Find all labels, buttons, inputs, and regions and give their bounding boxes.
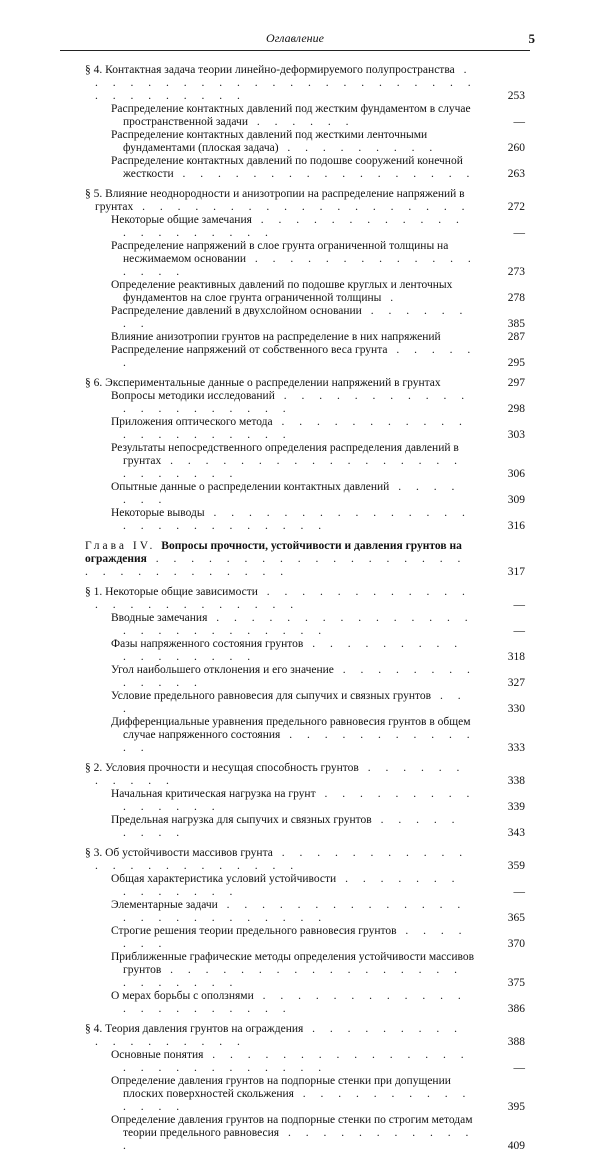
toc-entry-text: [111, 951, 477, 990]
toc-subsection[interactable]: [85, 279, 525, 305]
leader-dots: . . . . . . . . . . . . . . . . .: [123, 638, 464, 663]
toc-entry-text: [111, 481, 477, 507]
toc-entry-text: [111, 716, 477, 755]
toc-page-number: 263: [507, 168, 525, 180]
entry-title: Распределение контактных давлений под жесткими ленточными фундаментами (плоская задача): [111, 129, 428, 154]
toc-entry-text: [111, 612, 477, 638]
toc-subsection[interactable]: [85, 788, 525, 814]
toc-entry-text: [111, 507, 477, 533]
toc-subsection[interactable]: [85, 481, 525, 507]
toc-entry-text: [111, 442, 477, 481]
toc-page-number: 339: [507, 801, 525, 813]
toc-subsection[interactable]: [85, 814, 525, 840]
toc-entry-text: [111, 390, 477, 416]
toc-entry-text: [85, 586, 477, 612]
toc-page-number: 297: [507, 377, 525, 389]
toc-page-number: 343: [507, 827, 525, 839]
toc-entry-text: [111, 240, 477, 279]
section-spacer: [85, 533, 525, 540]
section-spacer: [85, 1016, 525, 1023]
leader-dots: . . . . . . . . . . . . . . . . . . . . . . . .: [123, 455, 463, 480]
toc-subsection[interactable]: [85, 416, 525, 442]
leader-dots: . . . . . . . .: [123, 305, 469, 330]
toc-entry-text: [85, 377, 477, 390]
toc-page-number: 260: [507, 142, 525, 154]
toc-subsection[interactable]: [85, 899, 525, 925]
toc-subsection[interactable]: [85, 442, 525, 481]
entry-title: § 4. Теория давления грунтов на ограждения: [85, 1023, 304, 1035]
toc-subsection[interactable]: [85, 390, 525, 416]
toc-page-number: 333: [507, 742, 525, 754]
leader-dots: . . . . . . . . . . . . . .: [123, 1088, 472, 1113]
toc-entry-text: [85, 1023, 477, 1049]
section-spacer: [85, 755, 525, 762]
toc-page-number: 318: [507, 651, 525, 663]
entry-title: § 2. Условия прочности и несущая способность грунтов: [85, 762, 359, 774]
header-page-number: 5: [528, 31, 535, 46]
toc-subsection[interactable]: [85, 1114, 525, 1153]
toc-page-number: 273: [507, 266, 525, 278]
leader-dots: . . . . . . . . . . . . . . . . . . . . .: [123, 214, 465, 239]
leader-dots: . . . . . . . . .: [123, 814, 461, 839]
entry-title: Основные понятия: [111, 1049, 204, 1061]
toc-entry-text: [111, 1075, 477, 1114]
toc-subsection[interactable]: [85, 103, 525, 129]
entry-title: Вводные замечания: [111, 612, 208, 624]
section-spacer: [85, 370, 525, 377]
entry-title: Строгие решения теории предельного равновесия грунтов: [111, 925, 397, 937]
toc-page-number: —: [513, 116, 525, 128]
entry-title: § 3. Об устойчивости массивов грунта: [85, 847, 273, 859]
toc-entry-text: [111, 416, 477, 442]
toc-entry-text: [111, 925, 477, 951]
entry-title: Определение давления грунтов на подпорные стенки по строгим методам теории предельного равновесия: [111, 1114, 473, 1139]
entry-title: Результаты непосредственного определения распределения давлений в грунтах: [111, 442, 459, 467]
leader-dots: . . . . . . . . . . . . . . . . . . . . . . . .: [95, 586, 471, 611]
entry-title: Некоторые общие замечания: [111, 214, 252, 226]
toc-subsection[interactable]: [85, 1075, 525, 1114]
toc-entry-text: [111, 305, 477, 331]
toc-entry-text: [111, 873, 477, 899]
leader-dots: . . . . . . . . . . . . . . .: [123, 788, 476, 813]
leader-dots: . . . . . . . . . . . . .: [123, 729, 476, 754]
leader-dots: . . . . . . . . . . . . . . . . . . . . . . . . . . .: [123, 507, 471, 532]
leader-dots: .: [381, 292, 400, 304]
toc-page-number: 306: [507, 468, 525, 480]
toc-section[interactable]: [85, 847, 525, 873]
leader-dots: . . . . . . . . .: [278, 142, 439, 154]
chapter-label: Глава IV.: [85, 540, 162, 552]
toc-page-number: 317: [507, 566, 525, 578]
leader-dots: . . . . . . . . . . . . . .: [123, 873, 461, 898]
toc-subsection[interactable]: [85, 155, 525, 181]
entry-title: Приближенные графические методы определения устойчивости массивов грунтов: [111, 951, 475, 976]
toc-subsection[interactable]: [85, 612, 525, 638]
leader-dots: . . . . . . . . . . . . . . . . . . . . .: [123, 390, 471, 415]
entry-title: Общая характеристика условий устойчивости: [111, 873, 337, 885]
leader-dots: . . . . . . . . . . . . . . . . . . . . . . . . . . .: [123, 1049, 470, 1074]
toc-entry-text: [111, 1114, 477, 1153]
toc-page-number: 375: [507, 977, 525, 989]
leader-dots: . . . . . . . . . . . . . . . . . . . . . . . .: [123, 964, 464, 989]
entry-title: Условие предельного равновесия для сыпучих и связных грунтов: [111, 690, 432, 702]
toc-page-number: 370: [507, 938, 525, 950]
entry-title: Угол наибольшего отклонения и его значение: [111, 664, 334, 676]
toc-page-number: 385: [507, 318, 525, 330]
toc-subsection[interactable]: [85, 344, 525, 370]
toc-section[interactable]: [85, 586, 525, 612]
toc-entry-text: [111, 155, 477, 181]
entry-title: Распределение давлений в двухслойном основании: [111, 305, 362, 317]
toc-entry-text: [85, 540, 477, 579]
toc-page-number: —: [513, 1062, 525, 1074]
toc-page-number: 316: [507, 520, 525, 532]
toc-entry-text: [111, 214, 477, 240]
leader-dots: . . . . . . . . . . . . . . . . . . . . .: [123, 416, 468, 441]
entry-title: Определение давления грунтов на подпорные стенки при допущении плоских поверхностей скольжения: [111, 1075, 451, 1100]
header-rule: [60, 50, 530, 51]
toc-entry-text: [111, 1049, 477, 1075]
toc-page-number: 309: [507, 494, 525, 506]
entry-title: Некоторые выводы: [111, 507, 205, 519]
entry-title: § 4. Контактная задача теории линейно-деформируемого полупространства: [85, 64, 455, 76]
toc-subsection[interactable]: [85, 873, 525, 899]
toc-subsection[interactable]: [85, 925, 525, 951]
toc-page-number: 295: [507, 357, 525, 369]
toc-subsection[interactable]: [85, 331, 525, 344]
chapter-title: Вопросы прочности, устойчивости и давления грунтов на ограждения: [85, 540, 462, 565]
leader-dots: . . . . . . . . . . . . . . . . . . .: [133, 201, 471, 213]
toc-entry-text: [85, 64, 477, 103]
entry-title: § 1. Некоторые общие зависимости: [85, 586, 258, 598]
toc-entry-text: [111, 690, 477, 716]
entry-title: Приложения оптического метода: [111, 416, 273, 428]
toc-page-number: —: [513, 886, 525, 898]
toc-entry-text: [111, 990, 477, 1016]
leader-dots: . . . . . . . . . . . . . . . . . . . . . . . . . . .: [123, 612, 474, 637]
leader-dots: . . . . . . . . . . . . . . . . .: [173, 168, 476, 180]
toc-section[interactable]: [85, 762, 525, 788]
toc-page-number: —: [513, 227, 525, 239]
toc-entry-text: [85, 847, 477, 873]
toc-entry-text: [111, 788, 477, 814]
toc-section[interactable]: [85, 377, 525, 390]
entry-title: § 6. Экспериментальные данные о распределении напряжений в грунтах: [85, 377, 441, 389]
toc-chapter[interactable]: [85, 540, 525, 579]
entry-title: Распределение напряжений в слое грунта ограниченной толщины на несжимаемом основании: [111, 240, 449, 265]
toc-page-number: 388: [507, 1036, 525, 1048]
toc-page-number: 327: [507, 677, 525, 689]
entry-title: Влияние анизотропии грунтов на распределение в них напряжений: [111, 331, 441, 343]
entry-title: Начальная критическая нагрузка на грунт: [111, 788, 316, 800]
leader-dots: . . . . . . . . . . .: [95, 762, 466, 787]
entry-title: Элементарные задачи: [111, 899, 218, 911]
leader-dots: . . . . . . . . . . . . . . . . . . . . . . .: [95, 847, 469, 872]
toc-page-number: 287: [507, 331, 525, 343]
toc-subsection[interactable]: [85, 690, 525, 716]
section-spacer: [85, 579, 525, 586]
toc-subsection[interactable]: [85, 240, 525, 279]
toc-page-number: 272: [507, 201, 525, 213]
leader-dots: . . . . . . .: [123, 925, 468, 950]
entry-title: Предельная нагрузка для сыпучих и связных грунтов: [111, 814, 372, 826]
toc-entry-text: [111, 664, 477, 690]
toc-page-number: 298: [507, 403, 525, 415]
toc-page-number: 409: [507, 1140, 525, 1152]
toc-subsection[interactable]: [85, 507, 525, 533]
entry-title: Распределение напряжений от собственного веса грунта: [111, 344, 388, 356]
toc-page-number: 303: [507, 429, 525, 441]
entry-title: Определение реактивных давлений по подошве круглых и ленточных фундаментов на слое грунта ограниченной толщины: [111, 279, 453, 304]
entry-title: Дифференциальные уравнения предельного равновесия грунтов в общем случае напряженного состояния: [111, 716, 471, 741]
leader-dots: . . . . . . . . . . . . . . . . . . . . . . . . . . . . . . . .: [95, 64, 477, 102]
entry-title: Вопросы методики исследований: [111, 390, 275, 402]
table-of-contents: [85, 64, 525, 1153]
toc-section[interactable]: [85, 188, 525, 214]
toc-section[interactable]: [85, 64, 525, 103]
toc-subsection[interactable]: [85, 305, 525, 331]
toc-page-number: 365: [507, 912, 525, 924]
toc-subsection[interactable]: [85, 214, 525, 240]
toc-page-number: —: [513, 599, 525, 611]
toc-page-number: 338: [507, 775, 525, 787]
toc-section[interactable]: [85, 1023, 525, 1049]
entry-title: Распределение контактных давлений по подошве сооружений конечной жесткости: [111, 155, 463, 180]
toc-subsection[interactable]: [85, 638, 525, 664]
leader-dots: . . . . . . . . . . . .: [123, 1127, 475, 1152]
toc-subsection[interactable]: [85, 129, 525, 155]
leader-dots: . . . . . .: [247, 116, 355, 128]
toc-subsection[interactable]: [85, 664, 525, 690]
leader-dots: . . . . . . . . . . . . . . . . .: [123, 253, 477, 278]
toc-subsection[interactable]: [85, 1049, 525, 1075]
toc-entry-text: [85, 762, 477, 788]
toc-page-number: 386: [507, 1003, 525, 1015]
toc-entry-text: [111, 103, 477, 129]
toc-entry-text: [111, 331, 477, 344]
toc-subsection[interactable]: [85, 716, 525, 755]
leader-dots: . . . . . .: [123, 344, 477, 369]
toc-page-number: —: [513, 625, 525, 637]
toc-entry-text: [111, 638, 477, 664]
entry-title: Фазы напряженного состояния грунтов: [111, 638, 304, 650]
toc-page-number: 359: [507, 860, 525, 872]
leader-dots: . . . . . . . . . . . . . . . . . . . . . .: [123, 990, 467, 1015]
entry-title: Опытные данные о распределении контактных давлений: [111, 481, 390, 493]
toc-entry-text: [85, 188, 477, 214]
leader-dots: . . . . . . . . . . . . .: [123, 664, 476, 689]
toc-entry-text: [111, 279, 477, 305]
entry-title: О мерах борьбы с оползнями: [111, 990, 254, 1002]
toc-page-number: 395: [507, 1101, 525, 1113]
toc-subsection[interactable]: [85, 951, 525, 990]
toc-entry-text: [111, 344, 477, 370]
section-spacer: [85, 840, 525, 847]
toc-page-number: 330: [507, 703, 525, 715]
section-spacer: [85, 181, 525, 188]
toc-entry-text: [111, 899, 477, 925]
entry-title: § 5. Влияние неоднородности и анизотропии на распределение напряжений в грунтах: [85, 188, 465, 213]
toc-page-number: 278: [507, 292, 525, 304]
header-title: Оглавление: [266, 31, 324, 45]
leader-dots: . . . . . . . . . . . . . . . . . .: [95, 1023, 464, 1048]
running-header: [60, 30, 535, 52]
leader-dots: . . . . . . .: [123, 481, 461, 506]
entry-title: Распределение контактных давлений под жестким фундаментом в случае пространственной задачи: [111, 103, 471, 128]
toc-page-number: 253: [507, 90, 525, 102]
leader-dots: . . . . . . . . . . . . . . . . . . . . . . . . . . . . . .: [85, 553, 467, 578]
toc-entry-text: [111, 814, 477, 840]
toc-entry-text: [111, 129, 477, 155]
leader-dots: . . .: [123, 690, 467, 715]
toc-subsection[interactable]: [85, 990, 525, 1016]
leader-dots: . . . . . . . . . . . . . . . . . . . . . . . . . .: [123, 899, 467, 924]
